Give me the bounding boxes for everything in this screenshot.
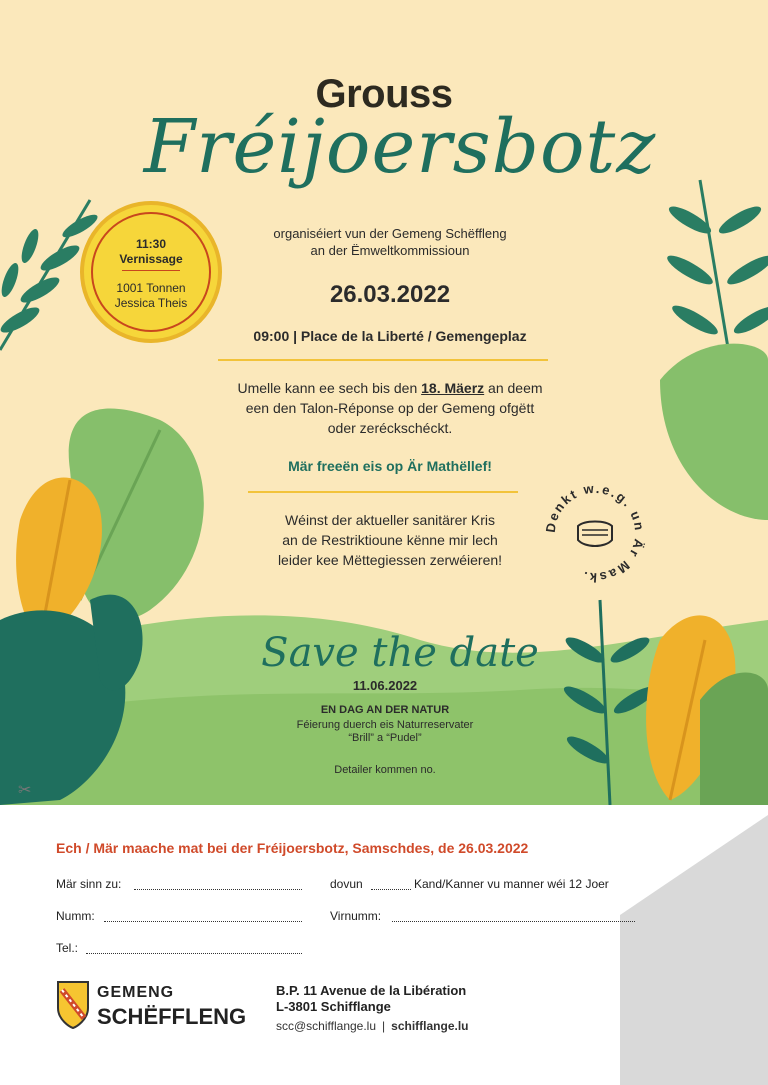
badge-time: 11:30 [135,237,167,251]
address-line1: B.P. 11 Avenue de la Libération [276,983,467,998]
event-date: 26.03.2022 [329,281,451,308]
save-date: 11.06.2022 [352,678,418,693]
badge-label: Vernissage [119,252,183,266]
registration-text: Umelle kann ee sech bis den 18. Mäerz an deem een den Talon-Réponse op der Gemeng ofgëtt oder zeréckschéckt. [237,380,543,436]
dovun-label: dovun [330,877,363,891]
save-event: EN DAG AN DER NATUR [320,704,450,716]
save-details: Detailer kommen no. [334,764,436,776]
sinn-field[interactable] [134,888,302,890]
save-the-date-script: Save the date [261,630,539,676]
virnumm-field[interactable] [392,920,635,922]
title-grouss: Grouss [315,72,453,116]
virnumm-label: Virnumm: [330,909,382,923]
fun-line: Mär freeën eis op Är Mathëllef! [288,458,492,474]
dovun-field[interactable] [371,888,411,890]
badge-line2: Jessica Theis [114,296,188,310]
organizer-line1: organiséiert vun der Gemeng Schëffleng [273,226,507,241]
title-script: Fréijoersbotz [143,104,657,190]
divider [218,359,548,361]
tel-label: Tel.: [56,941,79,955]
organizer-line2: an der Ëmweltkommissioun [310,243,470,258]
mask-text: Denkt w.e.g. un Är Mask. [542,480,648,586]
save-sub2: “Brill” a “Pudel” [348,732,422,744]
vernissage-badge [80,201,222,343]
deadline: 18. Mäerz [421,380,485,396]
scissors-icon: ✂ [18,782,32,799]
logo-gemeng: GEMENG [97,984,175,1001]
save-sub1: Féierung duerch eis Naturreservater [296,719,474,731]
numm-field[interactable] [104,920,302,922]
sinn-label: Mär sinn zu: [56,877,122,891]
website-link[interactable]: schifflange.lu [391,1019,469,1033]
divider [248,491,518,493]
mask-stamp [540,478,650,588]
badge-line1: 1001 Tonnen [116,281,186,295]
logo-scheffleng: SCHËFFLENG [97,1004,247,1029]
coat-of-arms-icon [56,980,90,1030]
numm-label: Numm: [56,909,95,923]
covid-text: Wéinst der aktueller sanitärer Kris an de Restriktioune kënne mir lech leider kee Mëttegiessen zerwéieren! [277,512,503,568]
svg-text:Denkt w.e.g. un Är Mask. [543,481,647,586]
tel-field[interactable] [86,952,302,954]
event-place: 09:00 | Place de la Liberté / Gemengeplaz [253,328,527,344]
address-line2: L-3801 Schifflange [276,999,391,1014]
contact-line: scc@schifflange.lu | schifflange.lu [276,1019,469,1033]
email-link[interactable]: scc@schifflange.lu [276,1019,377,1033]
mask-icon [578,522,612,547]
form-title: Ech / Mär maache mat bei der Fréijoersbotz, Samschdes, de 26.03.2022 [56,840,529,856]
dovun-suffix: Kand/Kanner vu manner wéi 12 Joer [414,877,609,891]
